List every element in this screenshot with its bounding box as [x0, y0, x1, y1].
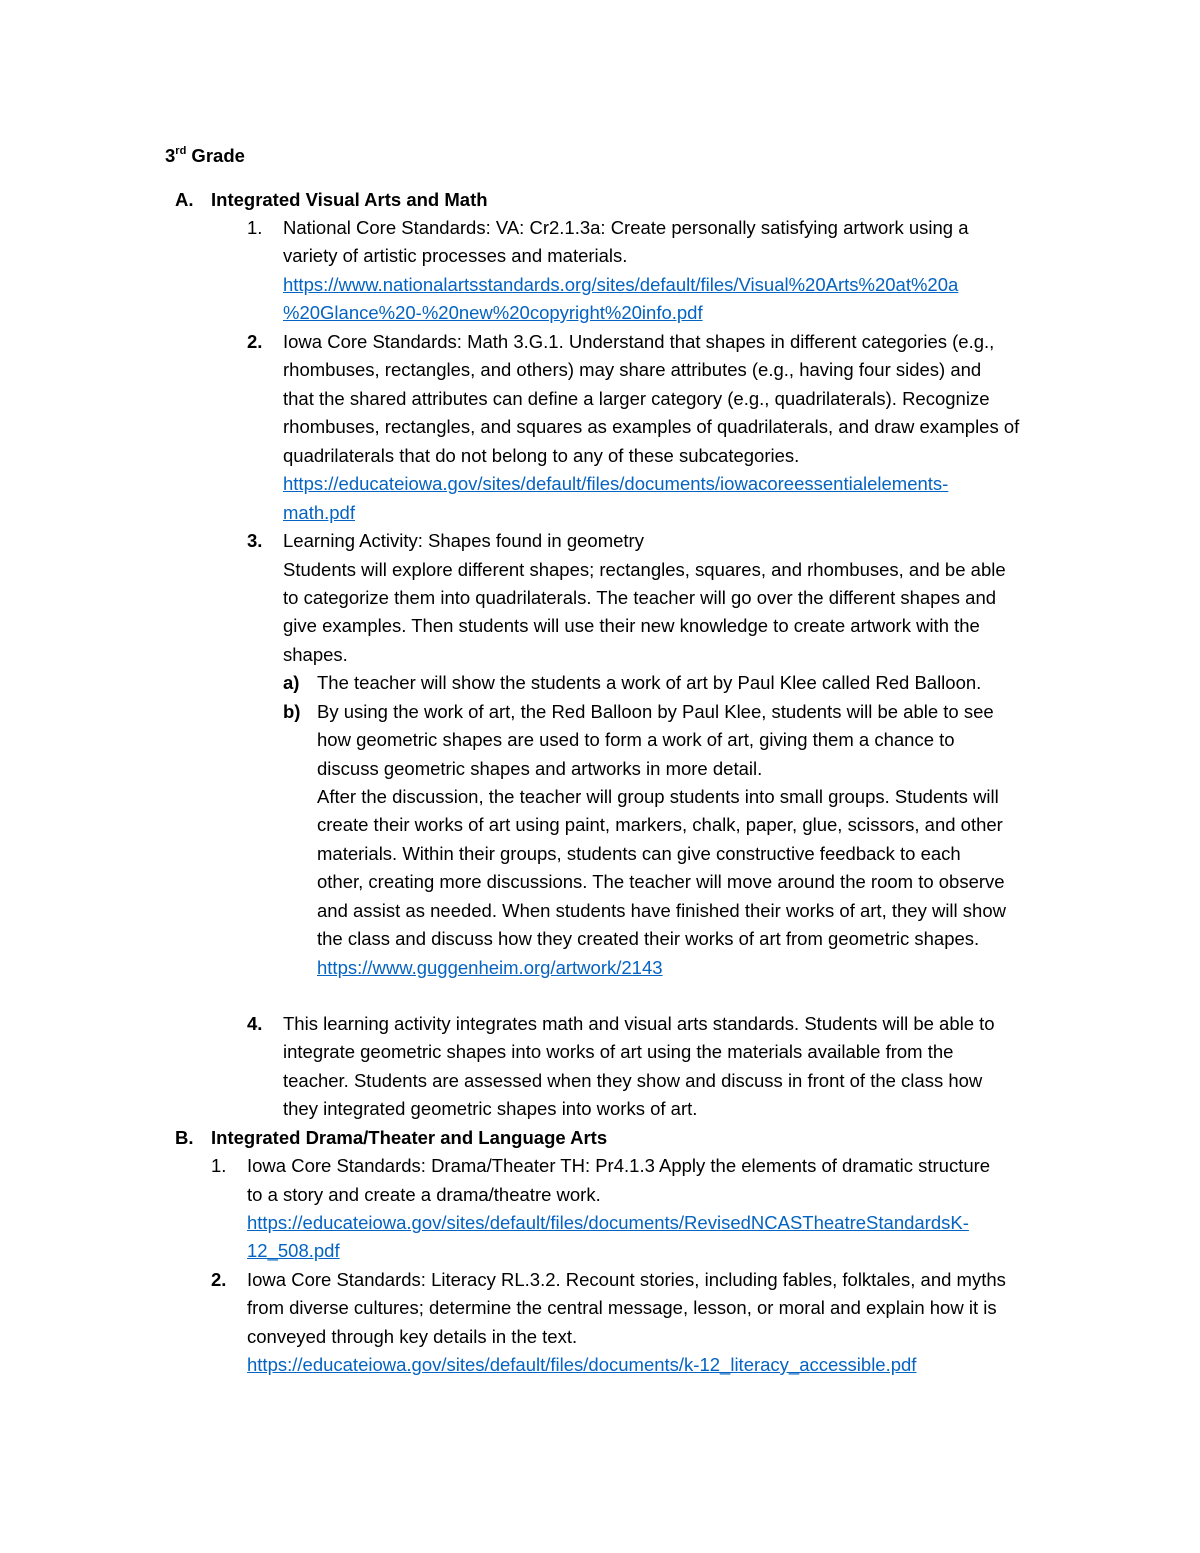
section-b-letter: B. — [175, 1127, 194, 1148]
a2-line-1: Iowa Core Standards: Math 3.G.1. Understand that shapes in different categories (e.g., — [283, 331, 995, 352]
grade-number: 3 — [165, 145, 176, 166]
a2-link-line-2[interactable]: math.pdf — [283, 502, 355, 523]
a3-sub-b-line-7: other, creating more discussions. The teacher will move around the room to observe — [317, 871, 1005, 892]
a3-line-3: to categorize them into quadrilaterals. The teacher will go over the different shapes and — [283, 587, 997, 608]
a3-line-2: Students will explore different shapes; rectangles, squares, and rhombuses, and be able — [283, 559, 1006, 580]
a3-sub-b-line-5: create their works of art using paint, markers, chalk, paper, glue, scissors, and other — [317, 814, 1003, 835]
grade-superscript: rd — [175, 145, 187, 157]
section-a-letter: A. — [175, 189, 194, 210]
a2-line-3: that the shared attributes can define a larger category (e.g., quadrilaterals). Recognize — [283, 388, 990, 409]
a3-sub-a-line-1: The teacher will show the students a work of art by Paul Klee called Red Balloon. — [317, 672, 982, 693]
a3-line-5: shapes. — [283, 644, 348, 665]
b1-link-line-2[interactable]: 12_508.pdf — [247, 1240, 340, 1261]
a1-link-line-2[interactable]: %20Glance%20-%20new%20copyright%20info.pdf — [283, 302, 703, 323]
a2-line-5: quadrilaterals that do not belong to any of these subcategories. — [283, 445, 800, 466]
b1-line-1 — [211, 1152, 990, 1180]
b1-link-line-1[interactable]: https://educateiowa.gov/sites/default/files/documents/RevisedNCASTheatreStandardsK- — [247, 1212, 969, 1233]
b2-line-2: from diverse cultures; determine the central message, lesson, or moral and explain how it is — [247, 1297, 997, 1318]
a3-line-1: Learning Activity: Shapes found in geometry — [283, 530, 644, 551]
b1-line-1-text: Iowa Core Standards: Drama/Theater TH: Pr4.1.3 Apply the elements of dramatic structure — [247, 1155, 991, 1176]
a4-line-1: This learning activity integrates math and visual arts standards. Students will be able to — [283, 1013, 995, 1034]
a4-number: 4. — [247, 1013, 263, 1034]
a3-sub-b-line-9: the class and discuss how they created their works of art from geometric shapes. — [317, 928, 980, 949]
a3-sub-a-mark: a) — [283, 672, 300, 693]
a1-number: 1. — [247, 217, 263, 238]
a3-line-4: give examples. Then students will use their new knowledge to create artwork with the — [283, 615, 980, 636]
b2-line-3: conveyed through key details in the text. — [247, 1326, 578, 1347]
grade-word: Grade — [186, 145, 245, 166]
a4-line-2: integrate geometric shapes into works of art using the materials available from the — [283, 1041, 954, 1062]
a3-sub-b-link[interactable]: https://www.guggenheim.org/artwork/2143 — [317, 957, 663, 978]
a1-link-line-1[interactable]: https://www.nationalartsstandards.org/sites/default/files/Visual%20Arts%20at%20a — [283, 274, 959, 295]
section-a-title: Integrated Visual Arts and Math — [211, 189, 488, 210]
a3-sub-b-line-3: discuss geometric shapes and artworks in more detail. — [317, 758, 763, 779]
a1-line-2: variety of artistic processes and materials. — [283, 245, 628, 266]
b2-line-1: Iowa Core Standards: Literacy RL.3.2. Recount stories, including fables, folktales, and myths — [247, 1269, 1006, 1290]
a3-sub-b-line-2: how geometric shapes are used to form a work of art, giving them a chance to — [317, 729, 955, 750]
a3-sub-b-line-1: By using the work of art, the Red Balloon by Paul Klee, students will be able to see — [317, 701, 994, 722]
b2-number: 2. — [211, 1269, 227, 1290]
section-b-title: Integrated Drama/Theater and Language Arts — [211, 1127, 608, 1148]
a2-link-line-1[interactable]: https://educateiowa.gov/sites/default/files/documents/iowacoreessentialelements- — [283, 473, 949, 494]
a2-line-4: rhombuses, rectangles, and squares as examples of quadrilaterals, and draw examples of — [283, 416, 1020, 437]
a3-sub-b-mark: b) — [283, 701, 301, 722]
a3-sub-b-line-8: and assist as needed. When students have finished their works of art, they will show — [317, 900, 1006, 921]
a2-line-2: rhombuses, rectangles, and others) may share attributes (e.g., having four sides) and — [283, 359, 982, 380]
a3-sub-b-line-4: After the discussion, the teacher will group students into small groups. Students will — [317, 786, 999, 807]
a1-line-1: National Core Standards: VA: Cr2.1.3a: Create personally satisfying artwork using a — [283, 217, 969, 238]
a3-number: 3. — [247, 530, 263, 551]
a4-line-3: teacher. Students are assessed when they show and discuss in front of the class how — [283, 1070, 983, 1091]
a2-number: 2. — [247, 331, 263, 352]
b1-number: 1. — [211, 1155, 227, 1176]
b2-link[interactable]: https://educateiowa.gov/sites/default/files/documents/k-12_literacy_accessible.pdf — [247, 1354, 917, 1375]
grade-heading — [165, 142, 245, 170]
a4-line-4: they integrated geometric shapes into works of art. — [283, 1098, 698, 1119]
b1-line-2: to a story and create a drama/theatre work. — [247, 1184, 601, 1205]
a3-sub-b-line-6: materials. Within their groups, students can give constructive feedback to each — [317, 843, 961, 864]
